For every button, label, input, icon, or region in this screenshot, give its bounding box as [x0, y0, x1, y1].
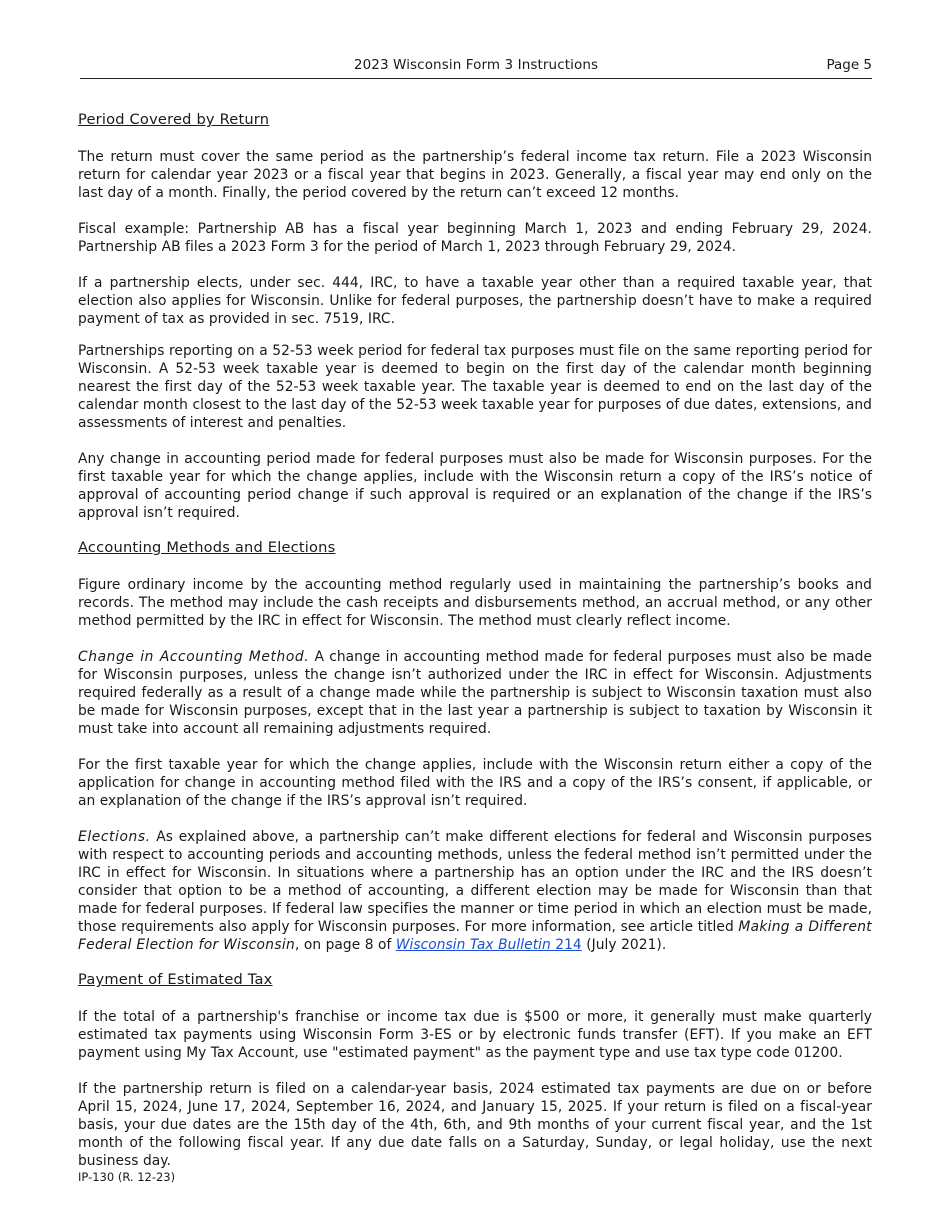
section-heading-accounting-methods: Accounting Methods and Elections [78, 539, 336, 556]
section-heading-estimated-tax: Payment of Estimated Tax [78, 971, 273, 988]
paragraph-text: (July 2021). [581, 937, 667, 953]
paragraph-sec-444-election: If a partnership elects, under sec. 444, IRC, to have a taxable year other than a required taxable year, that election also applies for Wisconsin. Unlike for federal purposes, the partnership doesn’t have to make a required payment of tax as provided in sec. 7519, IRC. [78, 275, 872, 327]
paragraph-period-covered: The return must cover the same period as the partnership’s federal income tax return. File a 2023 Wisconsin return for calendar year 2023 or a fiscal year that begins in 2023. Generally, a fiscal year may end only on the last day of a month. Finally, the period covered by the return can’t exceed 12 months. [78, 149, 872, 201]
paragraph-text: , on page 8 of [295, 937, 396, 953]
paragraph-fiscal-example: Fiscal example: Partnership AB has a fiscal year beginning March 1, 2023 and ending February 29, 2024. Partnership AB files a 2023 Form 3 for the period of March 1, 2023 through February 29, 2024. [78, 221, 872, 255]
paragraph-elections [78, 828, 872, 954]
paragraph-text: A change in accounting method made for federal purposes must also be made for Wisconsin purposes, unless the change isn’t authorized under the IRC in effect for Wisconsin. Adjustments required federally as a result of a change made while the partnership is subject to Wisconsin taxation must also be made for Wisconsin purposes, except that in the last year a partnership is subject to taxation by Wisconsin it must take into account all remaining adjustments required. [78, 649, 872, 737]
paragraph-ordinary-income-method: Figure ordinary income by the accounting method regularly used in maintaining the partnership’s books and records. The method may include the cash receipts and disbursements method, an accrual method, or any other method permitted by the IRC in effect for Wisconsin. The method must clearly reflect income. [78, 577, 872, 629]
article-title: Making a Different Federal Election for Wisconsin [78, 919, 872, 953]
paragraph-52-53-week-period: Partnerships reporting on a 52-53 week period for federal tax purposes must file on the same reporting period for Wisconsin. A 52-53 week taxable year is deemed to begin on the first day of the calendar month beginning nearest the first day of the 52-53 week taxable year. The taxable year is deemed to end on the last day of the calendar month closest to the last day of the 52-53 week taxable year for purposes of due dates, extensions, and assessments of interest and penalties. [78, 343, 872, 431]
paragraph-estimated-tax-threshold: If the total of a partnership's franchise or income tax due is $500 or more, it generally must make quarterly estimated tax payments using Wisconsin Form 3-ES or by electronic funds transfer (EFT). If you make an EFT payment using My Tax Account, use "estimated payment" as the payment type and use tax type code 01200. [78, 1009, 872, 1061]
paragraph-text: As explained above, a partnership can’t make different elections for federal and Wisconsin purposes with respect to accounting periods and accounting methods, unless the federal method isn’t permitted under the IRC in effect for Wisconsin. In situations where a partnership has an option under the IRC and the IRS doesn’t consider that option to be a method of accounting, a different election may be made for Wisconsin than that made for federal purposes. If federal law specifies the manner or time period in which an election must be made, those requirements also apply for Wisconsin purposes. For more information, see article titled [78, 829, 872, 935]
run-in-heading-elections: Elections. [78, 829, 151, 845]
paragraph-change-in-accounting-method [78, 648, 872, 738]
tax-bulletin-link[interactable] [396, 937, 582, 953]
document-body [78, 110, 872, 1188]
page-header [80, 56, 872, 79]
paragraph-first-taxable-year-change: For the first taxable year for which the change applies, include with the Wisconsin return either a copy of the application for change in accounting method filed with the IRS and a copy of the IRS’s consent, if applicable, or an explanation of the change if the IRS’s approval isn’t required. [78, 757, 872, 809]
form-revision-id: IP-130 (R. 12-23) [78, 1170, 176, 1184]
document-title: 2023 Wisconsin Form 3 Instructions [353, 57, 599, 73]
link-issue-number: 214 [550, 937, 582, 953]
run-in-heading-change-accounting: Change in Accounting Method. [78, 649, 310, 665]
paragraph-accounting-period-change: Any change in accounting period made for federal purposes must also be made for Wisconsin purposes. For the first taxable year for which the change applies, include with the Wisconsin return a copy of the IRS’s notice of approval of accounting period change if such approval is required or an explanation of the change if the IRS’s approval isn’t required. [78, 451, 872, 521]
link-title: Wisconsin Tax Bulletin [395, 937, 551, 953]
page-number: Page 5 [826, 57, 872, 73]
paragraph-estimated-due-dates: If the partnership return is filed on a calendar-year basis, 2024 estimated tax payments are due on or before April 15, 2024, June 17, 2024, September 16, 2024, and January 15, 2025. If your return is filed on a fiscal-year basis, your due dates are the 15th day of the 4th, 6th, and 9th months of your current fiscal year, and the 1st month of the following fiscal year. If any due date falls on a Saturday, Sunday, or legal holiday, use the next business day. [78, 1081, 872, 1169]
section-heading-period-covered: Period Covered by Return [78, 111, 270, 128]
